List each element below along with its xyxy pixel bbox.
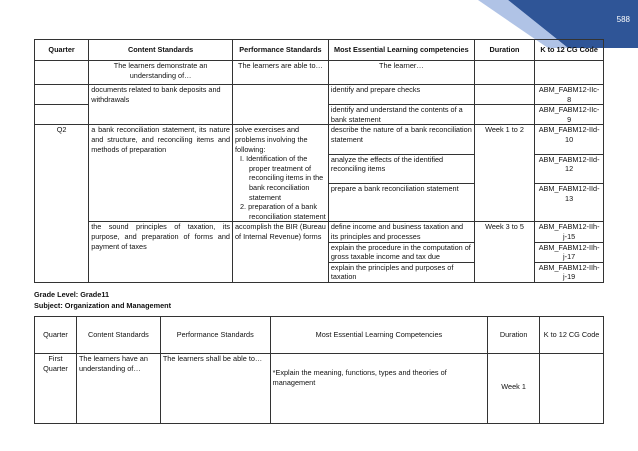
- quarter-first: First Quarter: [35, 354, 77, 424]
- performance-lead: solve exercises and problems involving the following:: [235, 125, 308, 154]
- code-1: ABM_FABM12-IIc-8: [535, 85, 604, 105]
- intro-row: [35, 61, 604, 85]
- duration: [488, 354, 540, 424]
- table-header-row: [35, 40, 604, 61]
- table-row: [35, 85, 604, 105]
- duration-1: Week 1 to 2: [474, 125, 534, 222]
- table-row: [35, 222, 604, 242]
- duration-2: Week 3 to 5: [474, 222, 534, 283]
- melc-3: describe the nature of a bank reconciliation statement: [328, 125, 474, 154]
- code-8: ABM_FABM12-IIh-j-19: [535, 262, 604, 282]
- code-4: ABM_FABM12-IId-12: [535, 154, 604, 183]
- performance-standard: The learners shall be able to…: [160, 354, 270, 424]
- content-standard-2: a bank reconciliation statement, its nature and structure, and reconciling items and methods of preparation: [89, 125, 233, 222]
- code-6: ABM_FABM12-IIh-j-15: [535, 222, 604, 242]
- melc-2: identify and understand the contents of a bank statement: [328, 105, 474, 125]
- performance-item-1: I. Identification of the proper treatment of reconciling items in the bank reconciliation statement: [240, 154, 324, 202]
- cg-code: [540, 354, 604, 424]
- col-header-code: K to 12 CG Code: [535, 40, 604, 61]
- col-header-duration: Duration: [474, 40, 534, 61]
- code-5: ABM_FABM12-IId-13: [535, 184, 604, 222]
- melc-1: identify and prepare checks: [328, 85, 474, 105]
- melc-text: *Explain the meaning, functions, types and theories of management: [272, 368, 447, 387]
- col-header-content: Content Standards: [76, 317, 160, 354]
- content-standard: The learners have an understanding of…: [76, 354, 160, 424]
- code-3: ABM_FABM12-IId-10: [535, 125, 604, 154]
- col-header-content: Content Standards: [89, 40, 233, 61]
- grade-level-label: Grade Level: Grade11: [34, 290, 110, 299]
- melc-7: explain the procedure in the computation of gross taxable income and tax due: [328, 242, 474, 262]
- col-header-duration: Duration: [488, 317, 540, 354]
- content-standard-3: the sound principles of taxation, its purpose, and preparation of forms and payment of taxes: [89, 222, 233, 283]
- col-header-code: K to 12 CG Code: [540, 317, 604, 354]
- col-header-performance: Performance Standards: [160, 317, 270, 354]
- melc-8: explain the principles and purposes of taxation: [328, 262, 474, 282]
- intro-content: The learners demonstrate an understanding of…: [89, 61, 233, 85]
- curriculum-table-orgman: [34, 316, 604, 424]
- col-header-quarter: Quarter: [35, 317, 77, 354]
- subject-label: Subject: Organization and Management: [34, 301, 172, 310]
- table-header-row: [35, 317, 604, 354]
- melc-5: prepare a bank reconciliation statement: [328, 184, 474, 222]
- code-2: ABM_FABM12-IIc-9: [535, 105, 604, 125]
- performance-standard-2: [233, 125, 329, 222]
- curriculum-table-fabm: [34, 39, 604, 283]
- quarter-q2: Q2: [35, 125, 89, 283]
- code-7: ABM_FABM12-IIh-j-17: [535, 242, 604, 262]
- table-row: [35, 354, 604, 424]
- table-row: [35, 125, 604, 154]
- col-header-performance: Performance Standards: [233, 40, 329, 61]
- melc-4: analyze the effects of the identified reconciling items: [328, 154, 474, 183]
- performance-item-2: 2. preparation of a bank reconciliation statement: [240, 202, 326, 221]
- performance-standard-3: accomplish the BIR (Bureau of Internal Revenue) forms: [233, 222, 329, 283]
- melc: [270, 354, 488, 424]
- col-header-melc: Most Essential Learning competencies: [328, 40, 474, 61]
- intro-performance: The learners are able to…: [233, 61, 329, 85]
- content-standard-1: documents related to bank deposits and withdrawals: [89, 85, 233, 125]
- col-header-melc: Most Essential Learning Competencies: [270, 317, 488, 354]
- col-header-quarter: Quarter: [35, 40, 89, 61]
- intro-melc: The learner…: [328, 61, 474, 85]
- duration-text: Week 1: [501, 382, 526, 391]
- page-number: 588: [616, 15, 630, 24]
- melc-6: define income and business taxation and its principles and processes: [328, 222, 474, 242]
